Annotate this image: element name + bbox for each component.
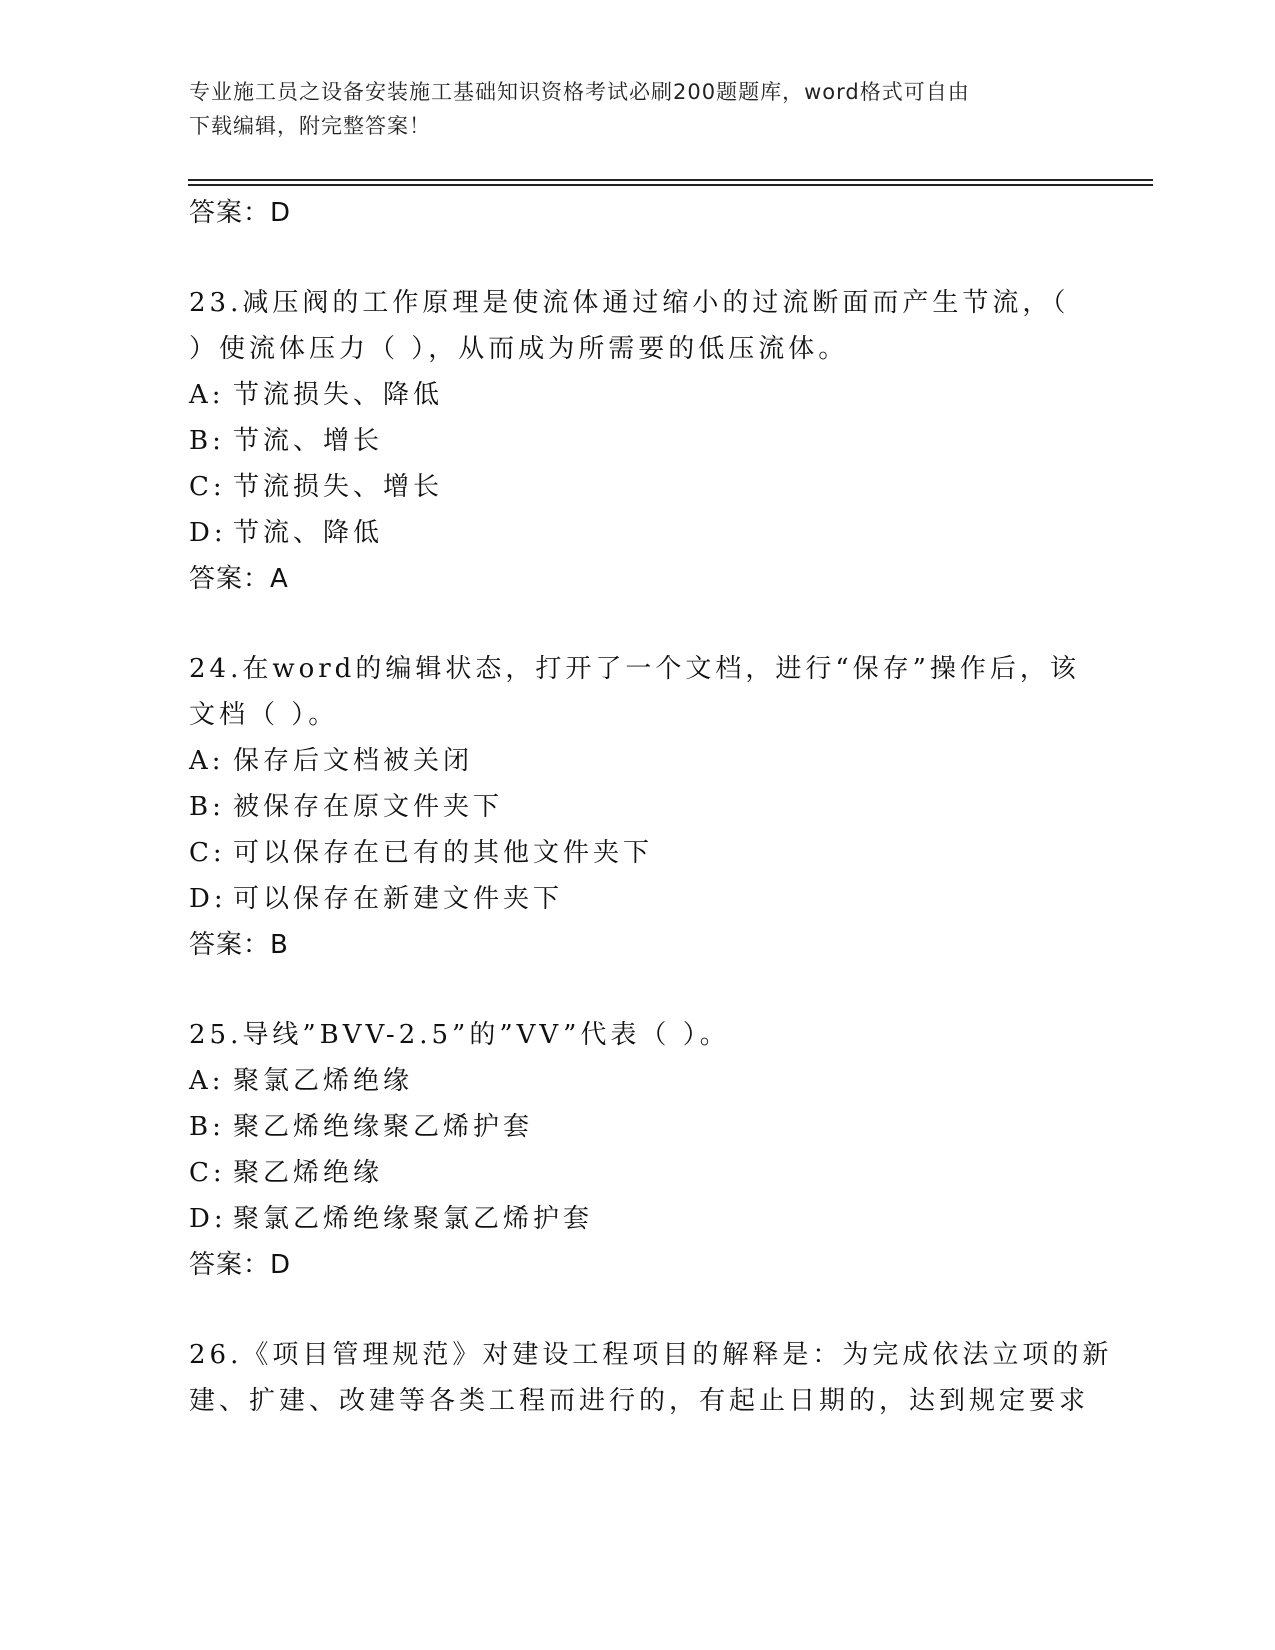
- option-letter: B:: [189, 1112, 225, 1142]
- question-stem-line: 23.减压阀的工作原理是使流体通过缩小的过流断面而产生节流，（: [189, 288, 1070, 318]
- question-stem-line: 24.在word的编辑状态，打开了一个文档，进行“保存”操作后，该: [189, 654, 1080, 684]
- answer-option: [189, 464, 1089, 510]
- option-letter: D:: [189, 884, 227, 914]
- question-stem: [189, 1332, 1113, 1424]
- option-text: 节流、增长: [233, 426, 384, 456]
- document-header: [189, 75, 1089, 143]
- question-stem: [189, 646, 1089, 738]
- answer-option: [189, 372, 1089, 418]
- question-list: [189, 190, 1113, 1424]
- option-text: 可以保存在已有的其他文件夹下: [233, 838, 654, 868]
- answer-option: [189, 418, 1089, 464]
- question-stem-line: 建、扩建、改建等各类工程而进行的，有起止日期的，达到规定要求: [189, 1386, 1090, 1416]
- option-text: 可以保存在新建文件夹下: [233, 884, 564, 914]
- question-stem-line: 25.导线”BVV-2.5”的”VV”代表（ ）。: [189, 1020, 730, 1050]
- option-letter: D:: [189, 1204, 227, 1234]
- answer-option: [189, 830, 1089, 876]
- option-text: 聚氯乙烯绝缘聚氯乙烯护套: [233, 1204, 594, 1234]
- previous-answer: 答案：D: [189, 198, 292, 228]
- questions-container: [189, 280, 1113, 1424]
- question-stem: [189, 1012, 1089, 1058]
- option-letter: B:: [189, 792, 225, 822]
- option-text: 被保存在原文件夹下: [233, 792, 504, 822]
- answer-option: [189, 1104, 1089, 1150]
- option-text: 节流、降低: [233, 518, 384, 548]
- option-text: 聚乙烯绝缘聚乙烯护套: [233, 1112, 534, 1142]
- option-letter: A:: [189, 746, 225, 776]
- question-stem-line: 文档（ ）。: [189, 700, 339, 730]
- question-stem: [189, 280, 1089, 372]
- option-letter: D:: [189, 518, 227, 548]
- question-stem-line: 26.《项目管理规范》对建设工程项目的解释是：为完成依法立项的新: [189, 1340, 1113, 1370]
- option-text: 聚乙烯绝缘: [233, 1158, 384, 1188]
- option-letter: C:: [189, 838, 226, 868]
- option-text: 保存后文档被关闭: [233, 746, 474, 776]
- option-letter: B:: [189, 426, 225, 456]
- option-letter: A:: [189, 1066, 225, 1096]
- answer-option: [189, 1196, 1089, 1242]
- header-divider-bottom: [188, 184, 1153, 186]
- option-text: 节流损失、增长: [233, 472, 444, 502]
- question-1: [189, 280, 1089, 602]
- option-letter: C:: [189, 1158, 226, 1188]
- question-stem-line: ）使流体压力（ ），从而成为所需要的低压流体。: [189, 334, 849, 364]
- header-divider-top: [188, 179, 1153, 181]
- answer-option: [189, 1058, 1089, 1104]
- question-3: [189, 1012, 1089, 1288]
- question-4: [189, 1332, 1113, 1424]
- option-text: 节流损失、降低: [233, 380, 444, 410]
- header-title-line-1: 专业施工员之设备安装施工基础知识资格考试必刷200题题库，word格式可自由: [189, 80, 970, 104]
- question-2: [189, 646, 1089, 968]
- header-title-line-2: 下载编辑，附完整答案！: [189, 114, 431, 138]
- option-letter: C:: [189, 472, 226, 502]
- answer-option: [189, 738, 1089, 784]
- answer-option: [189, 784, 1089, 830]
- option-text: 聚氯乙烯绝缘: [233, 1066, 414, 1096]
- answer-option: [189, 876, 1089, 922]
- answer-key: 答案：B: [189, 930, 289, 960]
- answer-key: 答案：A: [189, 564, 289, 594]
- answer-key: 答案：D: [189, 1250, 292, 1280]
- option-letter: A:: [189, 380, 225, 410]
- answer-option: [189, 1150, 1089, 1196]
- answer-option: [189, 510, 1089, 556]
